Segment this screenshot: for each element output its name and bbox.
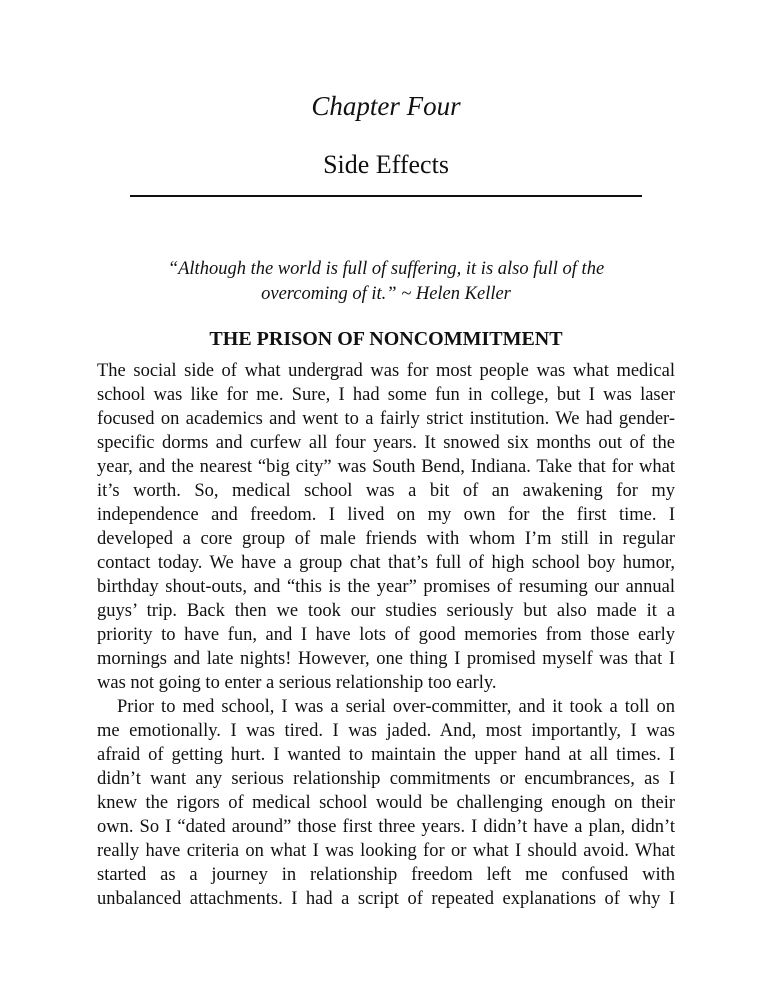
text-line: was not going to enter a serious relationship too early. <box>97 673 497 693</box>
epigraph-quote <box>120 257 652 307</box>
text-line: developed a core group of male friends with whom I’m still in regular <box>97 529 675 549</box>
body-text <box>97 359 675 911</box>
text-line: it’s worth. So, medical school was a bit of an awakening for my <box>97 481 675 501</box>
text-line: focused on academics and went to a fairly strict institution. We had gender- <box>97 409 675 429</box>
epigraph-line: overcoming of it.” ~ Helen Keller <box>261 284 511 304</box>
text-line: guys’ trip. Back then we took our studies seriously but also made it a <box>97 601 675 621</box>
section-heading: THE PRISON OF NONCOMMITMENT <box>209 328 563 350</box>
text-line: Prior to med school, I was a serial over-committer, and it took a toll on <box>117 697 675 717</box>
text-line: really have criteria on what I was looking for or what I should avoid. What <box>97 841 675 861</box>
text-line: afraid of getting hurt. I wanted to maintain the upper hand at all times. I <box>97 745 675 765</box>
text-line: started as a journey in relationship freedom left me confused with <box>97 865 675 885</box>
text-line: The social side of what undergrad was for most people was what medical <box>97 361 675 381</box>
text-line: school was like for me. Sure, I had some fun in college, but I was laser <box>97 385 675 405</box>
text-line: independence and freedom. I lived on my own for the first time. I <box>97 505 675 525</box>
text-line: knew the rigors of medical school would be challenging enough on their <box>97 793 675 813</box>
chapter-title: Side Effects <box>323 150 449 179</box>
text-line: priority to have fun, and I have lots of good memories from those early <box>97 625 675 645</box>
epigraph-line: “Although the world is full of suffering, it is also full of the <box>167 259 605 279</box>
text-line: unbalanced attachments. I had a script of repeated explanations of why I <box>97 889 675 909</box>
text-line: didn’t want any serious relationship commitments or encumbrances, as I <box>97 769 675 789</box>
paragraph-2 <box>97 695 675 911</box>
text-line: specific dorms and curfew all four years. It snowed six months out of the <box>97 433 675 453</box>
paragraph-1 <box>97 359 675 695</box>
title-divider <box>130 195 642 197</box>
chapter-number: Chapter Four <box>311 91 461 121</box>
text-line: me emotionally. I was tired. I was jaded. And, most importantly, I was <box>97 721 675 741</box>
text-line: contact today. We have a group chat that’s full of high school boy humor, <box>97 553 675 573</box>
text-line: mornings and late nights! However, one thing I promised myself was that I <box>97 649 675 669</box>
text-line: own. So I “dated around” those first three years. I didn’t have a plan, didn’t <box>97 817 675 837</box>
text-line: year, and the nearest “big city” was South Bend, Indiana. Take that for what <box>97 457 675 477</box>
text-line: birthday shout-outs, and “this is the year” promises of resuming our annual <box>97 577 675 597</box>
